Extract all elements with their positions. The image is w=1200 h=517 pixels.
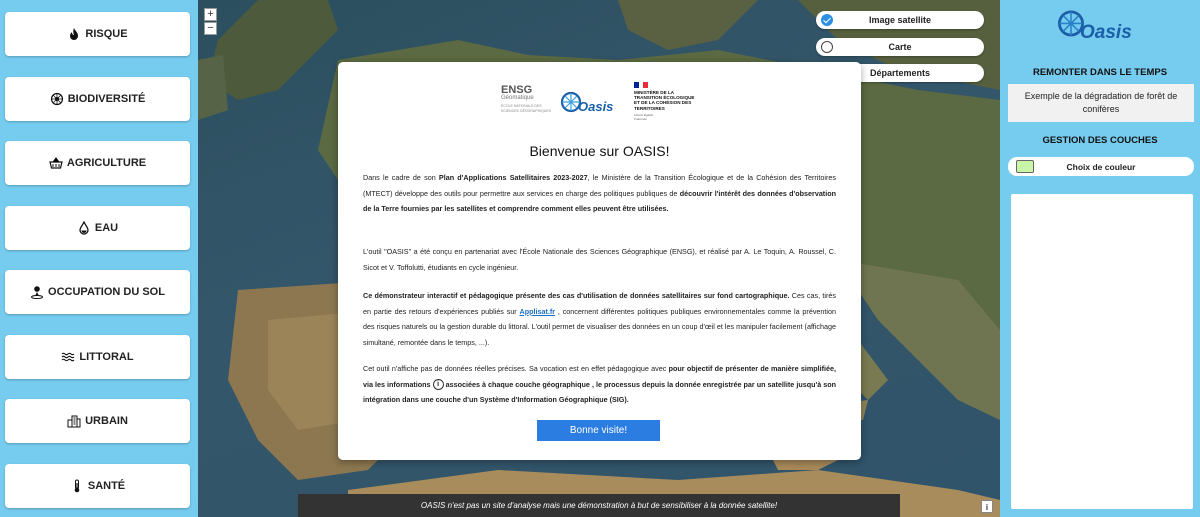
- layer-label: Carte: [888, 42, 912, 52]
- disclaimer-banner: OASIS n'est pas un site d'analyse mais une démonstration à but de sensibiliser à la donnée satellite!: [298, 494, 900, 517]
- bonne-visite-button[interactable]: Bonne visite!: [537, 420, 660, 441]
- waves-icon: [61, 350, 75, 364]
- oasis-logo: Oasis: [560, 90, 618, 130]
- radio-unchecked-icon: [821, 41, 833, 53]
- category-label: AGRICULTURE: [66, 157, 147, 169]
- category-eau-button[interactable]: [5, 206, 190, 250]
- category-label: RISQUE: [85, 28, 128, 40]
- color-picker-button[interactable]: [1008, 157, 1194, 176]
- thermometer-icon: [70, 479, 84, 493]
- partnership-paragraph: L'outil "OASIS" a été conçu en partenariat avec l'École Nationale des Sciences Géographique (ENSG), et réalisé par A. Le Toquin, A. Roussel, C. Sicot et V. Toffolutti, étudiants en cycle ingénieur.: [363, 247, 836, 272]
- category-biodiversite-button[interactable]: [5, 77, 190, 121]
- category-risque-button[interactable]: [5, 12, 190, 56]
- category-sidebar: [0, 0, 198, 517]
- category-label: LITTORAL: [79, 351, 134, 363]
- purpose-paragraph: Cet outil n'affiche pas de données réelles précises. Sa vocation est en effet pédagogique avec pour objectif de présenter de manière simplifiée, via les informations i associées à chaque couche géographique , le processus depuis la donnée enregistrée par un satellite jusqu'à son intégration dans une couche d'un Système d'Information Géographique (SIG).: [363, 364, 836, 404]
- layer-list-panel: [1011, 194, 1193, 509]
- oasis-logo: Oasis: [1056, 8, 1146, 48]
- welcome-modal: [338, 62, 861, 460]
- ensg-logo: ENSG Géomatique ÉCOLE NATIONALE DES SCIENCES GÉOGRAPHIQUES: [501, 84, 551, 113]
- applisat-link[interactable]: Applisat.fr: [519, 306, 556, 316]
- flower-icon: [50, 92, 64, 106]
- time-travel-heading: REMONTER DANS LE TEMPS: [1032, 67, 1168, 78]
- radio-checked-icon: [821, 14, 833, 26]
- color-picker-label: Choix de couleur: [1066, 161, 1136, 172]
- layer-image-satellite-radio[interactable]: [816, 11, 984, 29]
- demonstrator-paragraph: Ce démonstrateur interactif et pédagogique présente des cas d'utilisation de données satellitaires sur fond cartographique. Ces cas, tirés en partie des retours d'expériences publiés sur Applisat.fr , concernent différentes politiques publiques environnementales comme la prévention des risques naturels ou la gestion durable du littoral. L'outil permet de visualiser des données en un coup d'œil et les manipuler facilement (affichage simultané, remontée dans le temps, ...).: [363, 291, 836, 347]
- fire-icon: [67, 27, 81, 41]
- info-icon: i: [433, 379, 444, 390]
- category-urbain-button[interactable]: [5, 399, 190, 443]
- layer-management-heading: GESTION DES COUCHES: [1042, 135, 1158, 146]
- forest-degradation-example-button[interactable]: Exemple de la dégradation de forêt de conifères: [1008, 84, 1194, 122]
- info-button[interactable]: i: [981, 500, 993, 513]
- intro-paragraph: Dans le cadre de son Plan d'Applications Satellitaires 2023-2027, le Ministère de la Transition Écologique et de la Cohésion des Territoires (MTECT) développe des outils pour permettre aux services en charge des politiques publiques de découvrir l'intérêt des données d'observation de la Terre fournies par les satellites et comprendre comment elles peuvent être utilisées.: [363, 173, 836, 213]
- layer-label: Départements: [869, 68, 931, 78]
- layer-carte-radio[interactable]: [816, 38, 984, 56]
- layer-label: Image satellite: [868, 15, 932, 25]
- modal-title: Bienvenue sur OASIS!: [529, 143, 670, 159]
- ministry-logo: MINISTÈRE DE LA TRANSITION ÉCOLOGIQUE ET DE LA COHÉSION DES TERRITOIRES Liberté Égalité Fraternité: [634, 82, 696, 132]
- color-swatch[interactable]: [1016, 160, 1034, 173]
- category-label: URBAIN: [85, 415, 128, 427]
- french-flag-icon: [634, 82, 648, 88]
- buildings-icon: [67, 414, 81, 428]
- category-littoral-button[interactable]: [5, 335, 190, 379]
- partner-logos: [338, 82, 861, 134]
- map-pin-person-icon: [30, 285, 44, 299]
- category-label: OCCUPATION DU SOL: [48, 286, 165, 298]
- category-sante-button[interactable]: [5, 464, 190, 508]
- basket-icon: [49, 156, 63, 170]
- category-label: SANTÉ: [87, 480, 126, 492]
- zoom-in-button[interactable]: +: [204, 8, 217, 21]
- water-drop-icon: [77, 221, 91, 235]
- category-agriculture-button[interactable]: [5, 141, 190, 185]
- category-label: EAU: [94, 222, 119, 234]
- right-panel: [1000, 0, 1200, 517]
- zoom-out-button[interactable]: −: [204, 22, 217, 35]
- category-label: BIODIVERSITÉ: [67, 93, 146, 105]
- category-occupation-sol-button[interactable]: [5, 270, 190, 314]
